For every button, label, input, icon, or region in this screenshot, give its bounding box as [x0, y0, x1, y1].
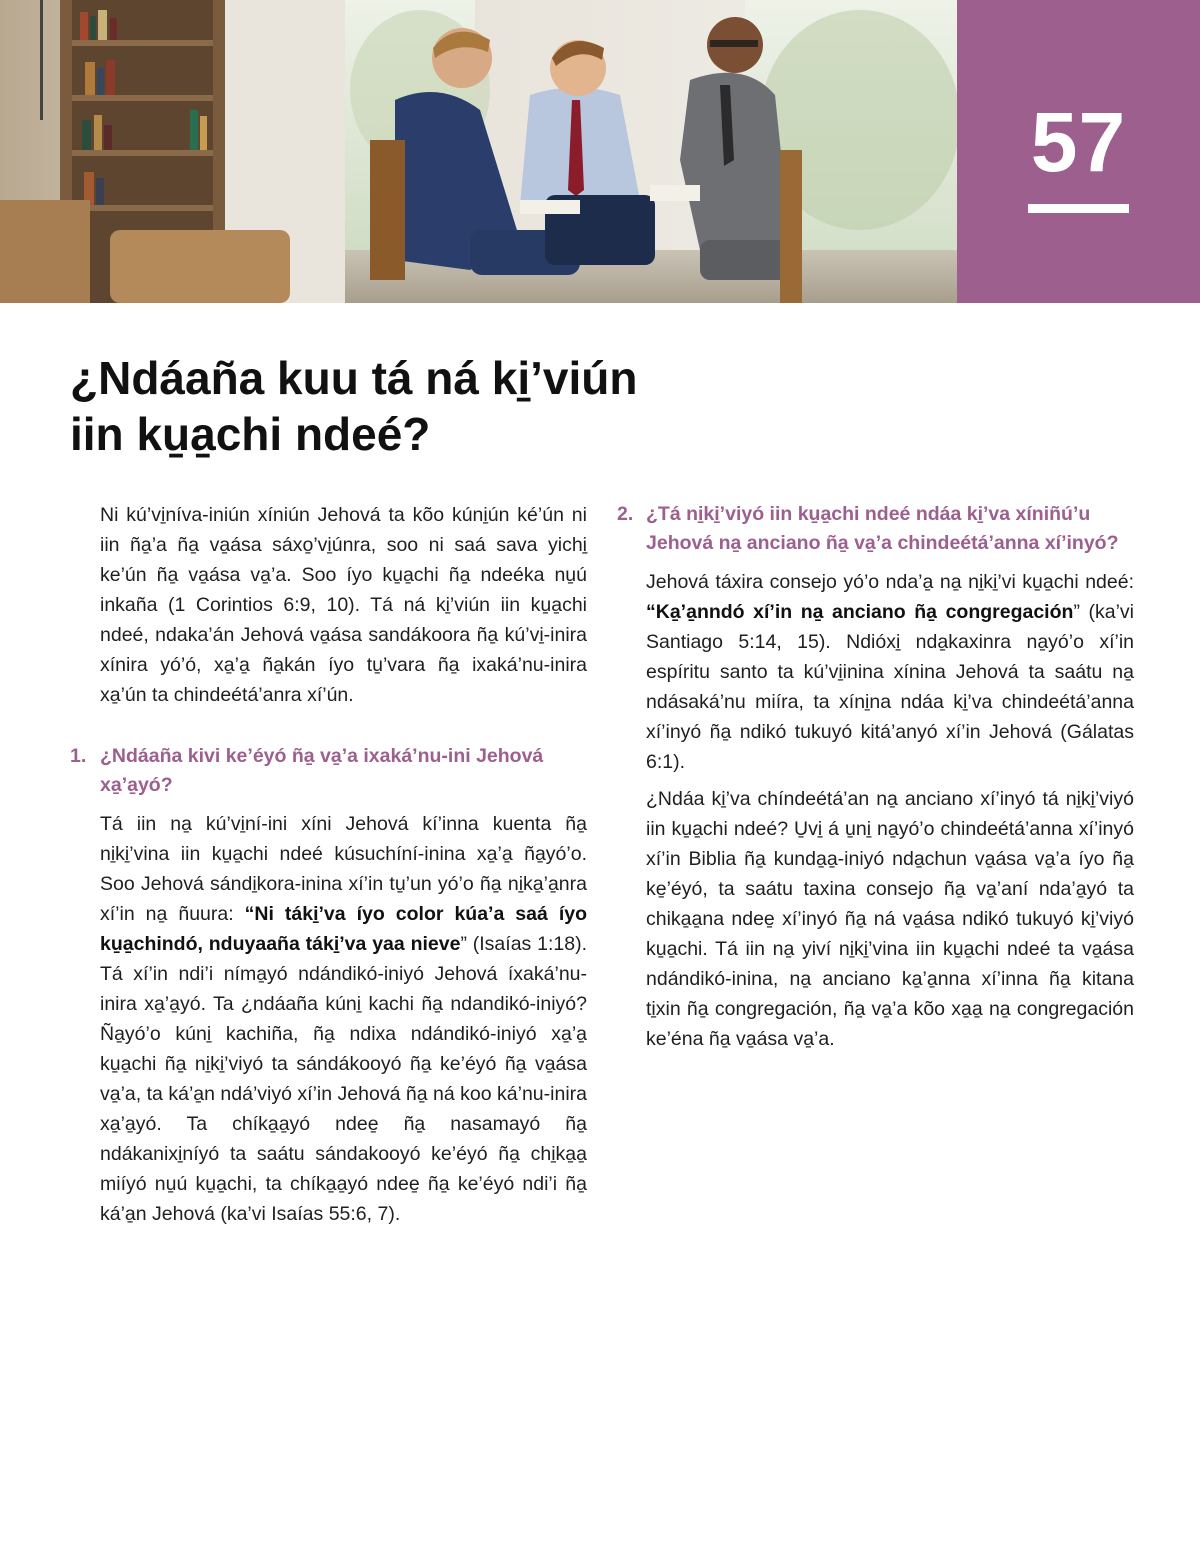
three-men-talking-photo-icon	[0, 0, 957, 303]
page-title-line-2: iin ku̱a̱chi ndeé?	[70, 408, 431, 460]
question-2-paragraph-1	[617, 567, 1134, 777]
question-1-text: ¿Ndáaña kivi ke’éyó ña̱ va̱’a ixaká’nu-ini Jehová xa̱’a̱yó?	[100, 745, 544, 796]
chapter-badge	[957, 0, 1200, 303]
page-title-line-1: ¿Ndáaña kuu tá ná ki̱’viún	[70, 352, 638, 404]
question-1-scripture-quote: “Ni táki̱’va íyo color kúa’a saá íyo ku̱a̱chindó, nduyaaña táki̱’va yaa nieve	[100, 903, 588, 955]
question-1-text-part-b: ” (Isaías 1:18). Tá xí’in ndi’i níma̱yó ndándikó-iniyó Jehová íxaká’nu-inira xa̱’a̱yó. Ta ¿ndáaña kúni̱ kachi ña̱ ndandikó-iniyó? Ña̱yó’o kúni̱ kachiña, ña̱ ndixa ndándikó-iniyó xa̱’a̱ ku̱a̱chi ña̱ ni̱ki̱’viyó ta sándákooyó ña̱ ke’éyó ña̱ va̱ása va̱’a, ta ká’a̱n ndá’viyó xí’in Jehová ña̱ ná koo ká’nu-inira xa̱’a̱yó. Ta chíka̱a̱yó ndee̱ ña̱ nasamayó ña̱ ndákanixi̱níyó ta saátu sándakooyó ke’éyó ña̱ chi̱ka̱a̱ miíyó nu̱ú ku̱a̱chi, ta chíka̱a̱yó ndee̱ ña̱ ke’éyó ndi’i ña̱ ká’a̱n Jehová (ka’vi Isaías 55:6, 7).	[100, 933, 587, 1225]
question-2-text-part-b: ” (ka’vi Santiago 5:14, 15). Ndióxi̱ nda̱kaxinra na̱yó’o xí’in espíritu santo ta kú’vi̱inina xínina Jehová ta saátu na̱ ndásaká’nu miíra, ta xíni̱na ndáa ki̱’va chindeétá’anna xí’inyó ña̱ ndikó tukuyó kitá’anyó xí’in Jehová (Gálatas 6:1).	[646, 601, 1134, 773]
question-2-paragraph-2: ¿Ndáa ki̱’va chíndeétá’an na̱ anciano xí’inyó tá ni̱ki̱’viyó iin ku̱a̱chi ndeé? U̱vi̱ á u̱ni̱ na̱yó’o chindeétá’anna xí’inyó xí’in Biblia ña̱ kunda̱a̱-iniyó nda̱chun va̱ása va̱’a íyo ña̱ ke̱’éyó, ta saátu taxina consejo ña̱ va̱’aní nda’a̱yó ta chika̱a̱na ndee̱ xí’inyó ña̱ ná va̱ása ndikó tukuyó ki̱’viyó ku̱a̱chi. Tá iin na̱ yiví ni̱ki̱’vina iin ku̱a̱chi ndeé ta va̱ása ndándikó-inina, na̱ anciano ka̱’a̱nna xí’inna ña̱ kitana ti̱xin ña̱ congregación, ña̱ va̱’a kõo xa̱a̱ na̱ congregación ke’éna ña̱ va̱ása va̱’a.	[646, 788, 1134, 1050]
question-2-number: 2.	[617, 503, 634, 525]
question-2-scripture-quote: “Ka̱’a̱nndó xí’in na̱ anciano ña̱ congregación	[646, 601, 1074, 623]
header-photo	[0, 0, 957, 303]
right-column	[617, 500, 1134, 1054]
chapter-number: 57	[1030, 95, 1127, 189]
question-2	[617, 500, 1134, 557]
question-1-number: 1.	[70, 745, 87, 767]
question-1	[70, 742, 587, 799]
question-2-text-part-a: Jehová táxira consejo yó’o nda’a̱ na̱ ni̱ki̱’vi ku̱a̱chi ndeé:	[646, 571, 1134, 593]
question-1-text-part-a: Tá iin na̱ kú’vi̱ní-ini xíni Jehová kí’inna kuenta ña̱ ni̱ki̱’vina iin ku̱a̱chi ndeé kúsuchíní-inina xa̱’a̱ ña̱yó’o. Soo Jehová sándi̱kora-inina xí’in tu̱’un yó’o ña̱ ni̱ka̱’a̱nra xí’in na̱ ñuura:	[100, 813, 587, 925]
page-title	[70, 350, 870, 462]
intro-paragraph: Ni kú’vi̱níva-iniún xíniún Jehová ta kõo kúni̱ún ké’ún ni iin ña̱’a ña̱ va̱ása sáxo̱’vi̱únra, soo ni saá sava yichi̱ ke’ún ña̱ va̱ása va̱’a. Soo íyo ku̱a̱chi ña̱ ndeéka nu̱ú inkaña (1 Corintios 6:9, 10). Tá ná ki̱’viún iin ku̱a̱chi ndeé, ndaka’án Jehová va̱ása sandákoora ña̱ kú’vi̱-inira xínira yó’ó, xa̱’a̱ ña̱kán íyo tu̱’vara ña̱ ixaká’nu-inira xa̱’ún ta chindeétá’anra xí’ún.	[100, 504, 587, 706]
chapter-underline	[1028, 204, 1129, 213]
left-column	[70, 500, 587, 1229]
question-2-text: ¿Tá ni̱ki̱’viyó iin ku̱a̱chi ndeé ndáa ki̱’va xíniñú’u Jehová na̱ anciano ña̱ va̱’a chindeétá’anna xí’inyó?	[646, 503, 1119, 554]
question-1-paragraph	[70, 809, 587, 1229]
